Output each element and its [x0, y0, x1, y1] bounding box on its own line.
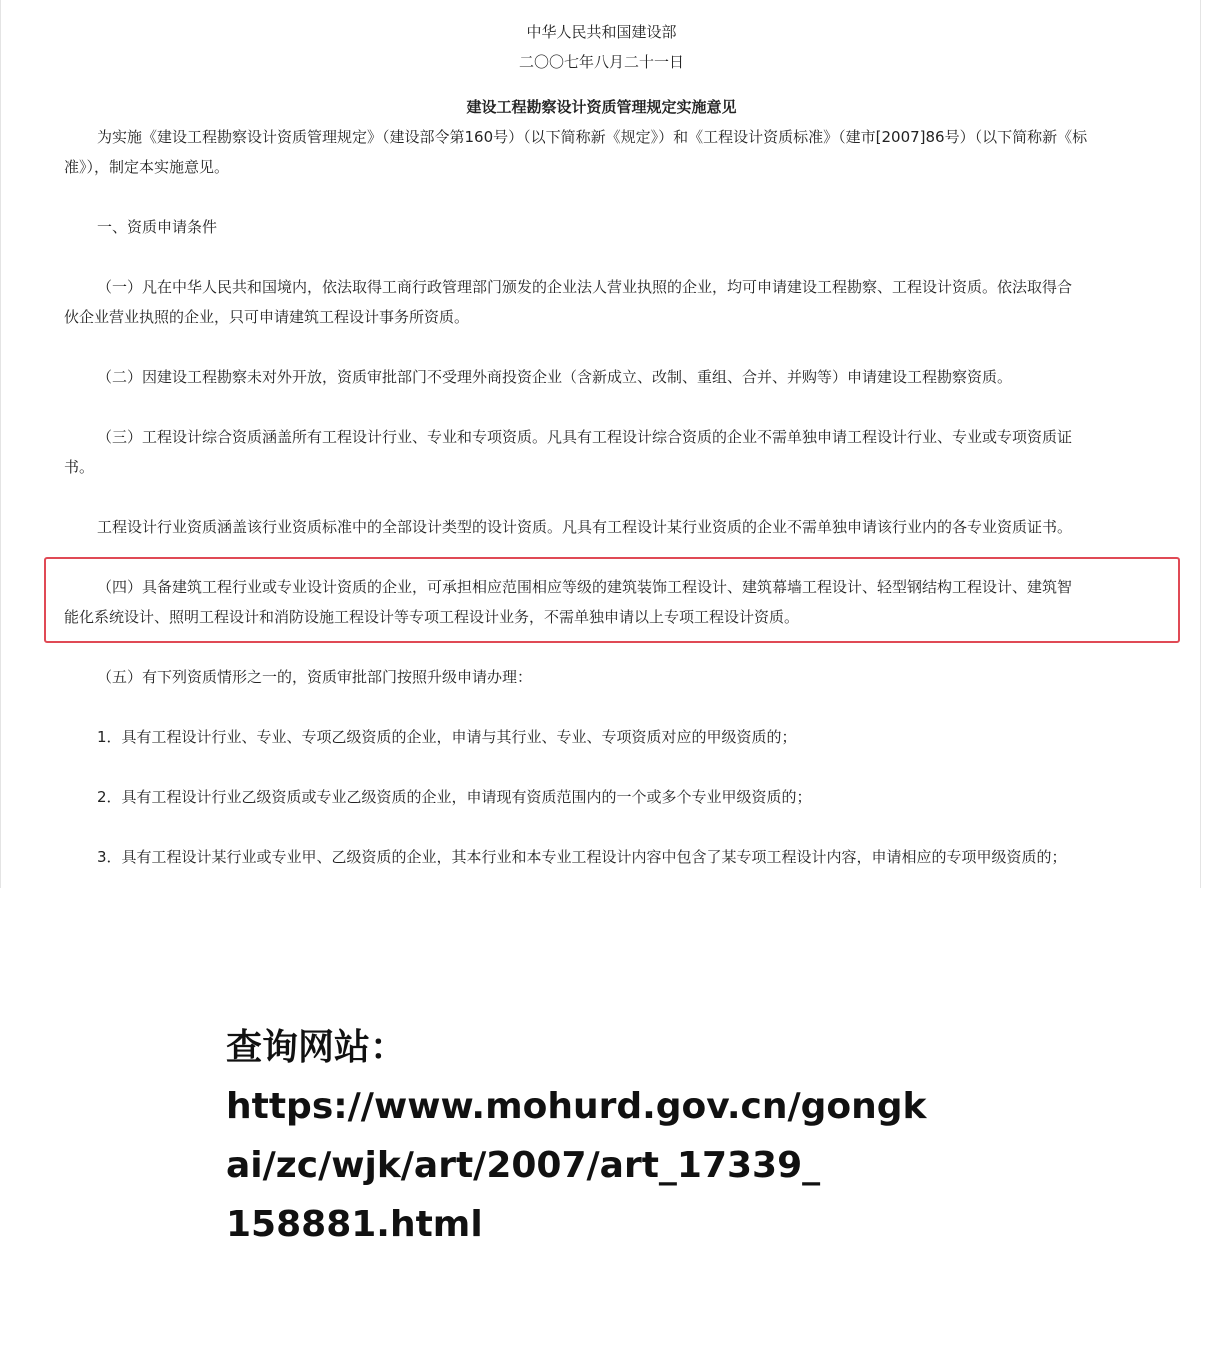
clause-3-line-2: 书。	[64, 458, 95, 476]
clause-3-line-1: （三）工程设计综合资质涵盖所有工程设计行业、专业和专项资质。凡具有工程设计综合资质的企业不需单独申请工程设计行业、专业或专项资质证	[97, 428, 1073, 446]
source-label: 查询网站：	[226, 1027, 407, 1068]
clause-2-line-1: （二）因建设工程勘察未对外开放，资质审批部门不受理外商投资企业（含新成立、改制、重组、合并、并购等）申请建设工程勘察资质。	[97, 368, 1013, 386]
highlight-box	[44, 557, 1180, 643]
source-url-line-1: https://www.mohurd.gov.cn/gongk	[226, 1086, 927, 1127]
paragraph-intro-line-1: 为实施《建设工程勘察设计资质管理规定》（建设部令第160号）（以下简称新《规定》）和《工程设计资质标准》（建市[2007]86号）（以下简称新《标	[97, 128, 1088, 146]
document-title: 建设工程勘察设计资质管理规定实施意见	[466, 98, 737, 116]
clause-4-line-2: 能化系统设计、照明工程设计和消防设施工程设计等专项工程设计业务，不需单独申请以上专项工程设计资质。	[64, 608, 800, 626]
source-url-line-2: ai/zc/wjk/art/2007/art_17339_	[226, 1145, 821, 1186]
clause-1-line-2: 伙企业营业执照的企业，只可申请建筑工程设计事务所资质。	[64, 308, 470, 326]
issuer-line: 中华人民共和国建设部	[526, 23, 677, 41]
section-heading-1: 一、资质申请条件	[97, 218, 218, 236]
list-item-2: 2．具有工程设计行业乙级资质或专业乙级资质的企业，申请现有资质范围内的一个或多个专业甲级资质的；	[97, 788, 812, 806]
clause-3-paragraph-2: 工程设计行业资质涵盖该行业资质标准中的全部设计类型的设计资质。凡具有工程设计某行业资质的企业不需单独申请该行业内的各专业资质证书。	[97, 518, 1073, 536]
list-item-3: 3．具有工程设计某行业或专业甲、乙级资质的企业，其本行业和本专业工程设计内容中包含了某专项工程设计内容，申请相应的专项甲级资质的；	[97, 848, 1067, 866]
list-item-1: 1．具有工程设计行业、专业、专项乙级资质的企业，申请与其行业、专业、专项资质对应的甲级资质的；	[97, 728, 797, 746]
paragraph-intro-line-2: 准》），制定本实施意见。	[64, 158, 230, 176]
clause-5-line-1: （五）有下列资质情形之一的，资质审批部门按照升级申请办理：	[97, 668, 533, 686]
source-url-line-3: 158881.html	[226, 1204, 483, 1245]
source-block	[226, 1018, 926, 1254]
clause-4-line-1: （四）具备建筑工程行业或专业设计资质的企业，可承担相应范围相应等级的建筑装饰工程设计、建筑幕墙工程设计、轻型钢结构工程设计、建筑智	[97, 578, 1073, 596]
date-line: 二〇〇七年八月二十一日	[518, 53, 684, 71]
clause-1-line-1: （一）凡在中华人民共和国境内，依法取得工商行政管理部门颁发的企业法人营业执照的企业，均可申请建设工程勘察、工程设计资质。依法取得合	[97, 278, 1073, 296]
